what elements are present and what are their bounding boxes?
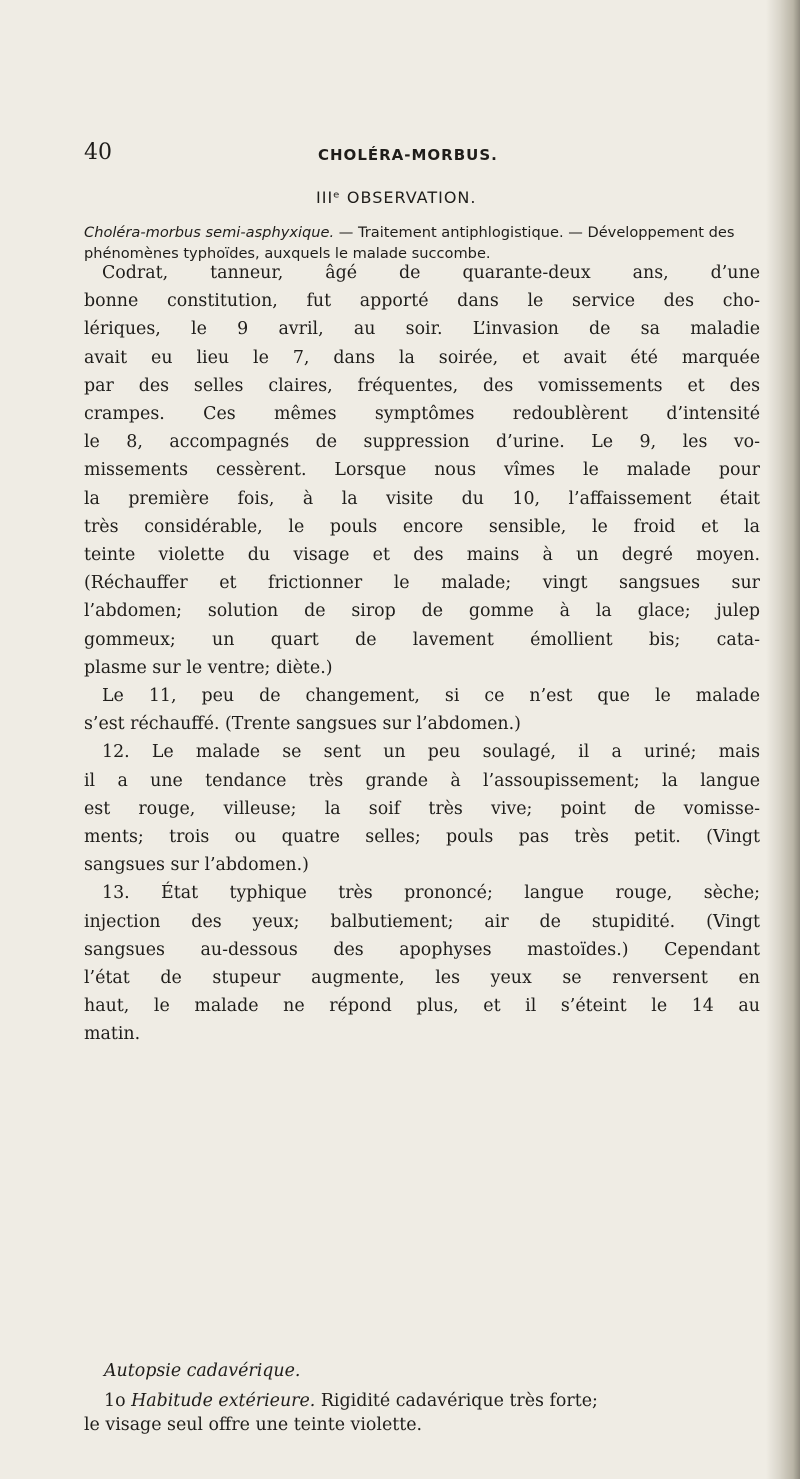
body-line: Le 11, peu de changement, si ce n’est que le malade — [102, 686, 760, 706]
body-line: plasme sur le ventre; diète.) — [84, 657, 333, 678]
observation-summary — [84, 222, 764, 264]
page-edge-shadow — [766, 0, 800, 1479]
body-line: missements cessèrent. Lorsque nous vîmes le malade pour — [84, 460, 760, 481]
autopsy-item-number: 1o — [104, 1391, 132, 1411]
body-line: lériques, le 9 avril, au soir. L’invasion de sa maladie — [84, 319, 760, 340]
body-line: injection des yeux; balbutiement; air de stupidité. (Vingt — [84, 911, 760, 932]
body-line: haut, le malade ne répond plus, et il s’éteint le 14 au — [84, 996, 760, 1017]
body-line: 12. Le malade se sent un peu soulagé, il a uriné; mais — [102, 742, 760, 763]
body-line: par des selles claires, fréquentes, des vomissements et des — [84, 375, 760, 396]
body-line: bonne constitution, fut apporté dans le service des cho- — [84, 291, 760, 312]
autopsy-item-text: Rigidité cadavérique très forte; — [315, 1391, 598, 1411]
body-line: avait eu lieu le 7, dans la soirée, et avait été marquée — [84, 347, 760, 368]
body-line: sangsues au-dessous des apophyses mastoïdes.) Cependant — [84, 939, 760, 960]
body-line: matin. — [84, 1024, 141, 1045]
autopsy-item-continuation: le visage seul offre une teinte violette. — [84, 1415, 423, 1435]
body-line: très considérable, le pouls encore sensible, le froid et la — [84, 516, 760, 537]
body-line: le 8, accompagnés de suppression d’urine. Le 9, les vo- — [84, 432, 760, 453]
body-line: ments; trois ou quatre selles; pouls pas très petit. (Vingt — [84, 827, 760, 847]
body-line: teinte violette du visage et des mains à un degré moyen. — [84, 545, 760, 565]
autopsy-item-title: Habitude extérieure. — [131, 1391, 316, 1411]
body-line: l’abdomen; solution de sirop de gomme à la glace; julep — [84, 601, 760, 622]
summary-title: Choléra-morbus semi-asphyxique. — [84, 224, 335, 241]
autopsy-title: Autopsie cadavérique. — [104, 1361, 301, 1381]
page-number: 40 — [84, 140, 112, 165]
body-line: s’est réchauffé. (Trente sangsues sur l’abdomen.) — [84, 714, 521, 735]
body-line: Codrat, tanneur, âgé de quarante-deux ans, d’une — [102, 263, 760, 283]
body-line: est rouge, villeuse; la soif très vive; point de vomisse- — [84, 798, 760, 819]
body-line: il a une tendance très grande à l’assoupissement; la langue — [84, 770, 760, 791]
body-line: 13. État typhique très prononcé; langue rouge, sèche; — [102, 883, 760, 904]
running-title: CHOLÉRA-MORBUS. — [318, 146, 498, 164]
body-line: gommeux; un quart de lavement émollient bis; cata- — [84, 629, 760, 650]
body-line: sangsues sur l’abdomen.) — [84, 855, 309, 876]
body-line: la première fois, à la visite du 10, l’affaissement était — [84, 488, 760, 509]
autopsy-item — [104, 1387, 760, 1415]
body-line: l’état de stupeur augmente, les yeux se renversent en — [84, 968, 760, 988]
body-line: (Réchauffer et frictionner le malade; vingt sangsues sur — [84, 573, 760, 594]
observation-title: IIIᵉ OBSERVATION. — [316, 188, 477, 207]
body-line: crampes. Ces mêmes symptômes redoublèrent d’intensité — [84, 404, 760, 424]
summary-rest: — Traitement antiphlogistique. — Développement des phénomènes typhoïdes, auxquels le malade succombe. — [84, 224, 735, 262]
